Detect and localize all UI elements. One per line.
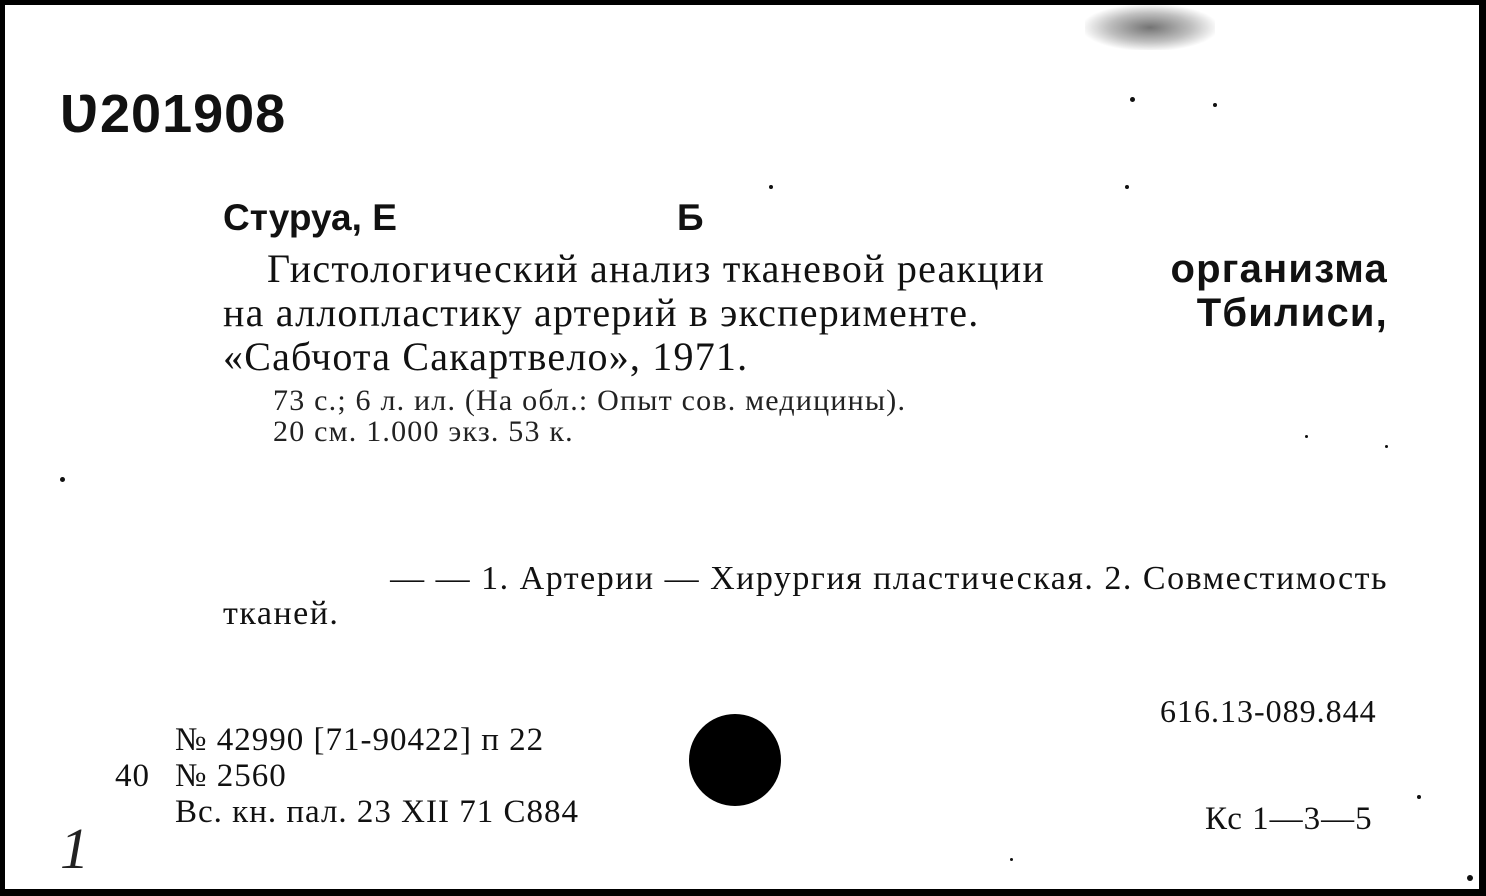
print-line-1-text: № 42990 [71-90422] п 22: [175, 722, 545, 758]
collation: [273, 385, 906, 447]
speck: [1417, 795, 1421, 799]
author-surname: Стуруа, Е: [223, 197, 397, 238]
title-line-2-bold: Тбилиси,: [1196, 291, 1388, 335]
author-initial: Б: [677, 197, 704, 238]
title-line-3: «Сабчота Сакартвело», 1971.: [223, 334, 749, 379]
speck: [1467, 875, 1473, 881]
speck: [1130, 97, 1135, 102]
collation-line-2: 20 см. 1.000 экз. 53 к.: [273, 415, 574, 448]
title-line-1: [223, 247, 1388, 291]
print-line-2-prefix: 40: [115, 758, 150, 794]
speck: [1010, 858, 1013, 861]
subject-line-1: — — 1. Артерии — Хирургия пластическая. 2. Совместимость: [390, 560, 1388, 597]
ks-code: Кс 1—3—5: [1205, 801, 1373, 837]
card-id-text: 201908: [100, 84, 287, 144]
print-line-2: [115, 758, 579, 794]
margin-handwritten-mark: 1: [60, 816, 89, 881]
speck: [1213, 103, 1217, 107]
punch-hole: [689, 714, 781, 806]
udc-code: 616.13-089.844: [1160, 693, 1377, 729]
title-line-2-text: на аллопластику артерий в эксперименте.: [223, 290, 980, 335]
print-line-3: [115, 794, 579, 830]
speck: [1125, 185, 1129, 189]
speck: [769, 185, 773, 189]
subject-line-2: тканей.: [223, 595, 340, 632]
catalog-card: [5, 5, 1479, 889]
title-line-2: [223, 291, 1388, 335]
collation-line-1: 73 с.; 6 л. ил. (На обл.: Опыт сов. медицины).: [273, 384, 907, 417]
speck: [60, 477, 65, 482]
print-info: [115, 722, 579, 830]
book-title: [223, 247, 1388, 379]
card-mark-icon: Ʋ: [60, 84, 100, 144]
print-line-1: [115, 722, 579, 758]
subject-headings: [223, 561, 1388, 631]
speck: [1385, 445, 1388, 448]
print-line-2-text: № 2560: [175, 758, 287, 794]
speck: [1305, 435, 1308, 438]
title-line-1-bold: организма: [1170, 247, 1388, 291]
card-number: [60, 83, 286, 145]
ink-smudge: [1085, 5, 1215, 50]
title-line-1-text: Гистологический анализ тканевой реакции: [267, 246, 1045, 291]
print-line-3-text: Вс. кн. пал. 23 XII 71 С884: [175, 794, 579, 830]
